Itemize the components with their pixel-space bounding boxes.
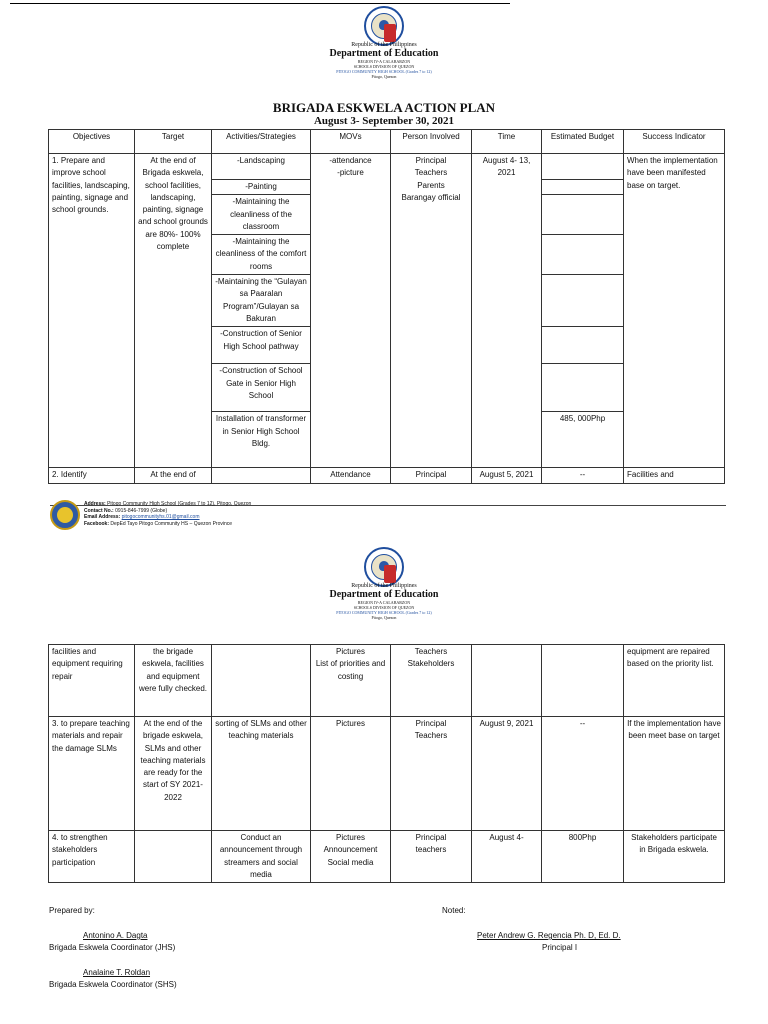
page1-letterhead: [0, 42, 768, 79]
region-line: REGION IV-A CALABARZON: [357, 59, 411, 64]
person-cell: Principal Teachers Parents Barangay official: [391, 154, 472, 468]
budget-cell: [542, 327, 624, 364]
time-cell: [472, 645, 542, 717]
budget-cell: --: [542, 468, 624, 483]
col-success: Success Indicator: [624, 130, 725, 154]
location-line: Pitogo, Quezon: [371, 74, 397, 79]
region-line: REGION IV-A CALABARZON: [357, 600, 411, 605]
division-line: SCHOOLS DIVISION OF QUEZON: [353, 605, 415, 610]
action-plan-table-page2: [48, 644, 725, 883]
table-row: [49, 154, 725, 180]
success-cell: If the implementation have been meet base on target: [624, 717, 725, 831]
target-cell: At the end of the brigade eskwela, SLMs and other teaching materials are ready for the start of SY 2021-2022: [135, 717, 212, 831]
time-cell: August 4- 13, 2021: [472, 154, 542, 468]
department-line: Department of Education: [329, 589, 439, 600]
republic-line: Republic of the Philippines: [351, 583, 417, 589]
person-cell: Principal: [391, 468, 472, 483]
noted-label: Noted:: [442, 906, 466, 915]
objective-cell: facilities and equipment requiring repair: [49, 645, 135, 717]
activity-cell: [212, 468, 311, 483]
signatory-name-2: Analaine T. Roldan: [83, 968, 151, 977]
activity-cell: -Construction of School Gate in Senior High School: [212, 364, 311, 412]
objective-cell: 2. Identify: [49, 468, 135, 483]
budget-cell: 485, 000Php: [542, 412, 624, 468]
budget-cell: --: [542, 717, 624, 831]
department-line: Department of Education: [329, 48, 439, 59]
objective-cell: 1. Prepare and improve school facilities, landscaping, painting, signage and school grounds.: [49, 154, 135, 468]
success-cell: Facilities and: [624, 468, 725, 483]
email-link[interactable]: pitogocommunityhs.01@gmail.com: [121, 514, 200, 520]
school-line: PITOGO COMMUNITY HIGH SCHOOL (Grades 7 to 12): [336, 610, 432, 615]
signatory-name-3: Peter Andrew G. Regencia Ph. D, Ed. D.: [477, 931, 621, 940]
movs-cell: Pictures List of priorities and costing: [311, 645, 391, 717]
signatory-role-3: Principal I: [542, 943, 578, 952]
col-person: Person Involved: [391, 130, 472, 154]
activity-cell: sorting of SLMs and other teaching materials: [212, 717, 311, 831]
person-cell: Principal Teachers: [391, 717, 472, 831]
activity-cell: -Painting: [212, 180, 311, 195]
time-cell: August 5, 2021: [472, 468, 542, 483]
activity-cell: -Construction of Senior High School pathway: [212, 327, 311, 364]
table-row: [49, 645, 725, 717]
person-cell: Principal teachers: [391, 831, 472, 883]
signatory-role-2: Brigada Eskwela Coordinator (SHS): [49, 980, 177, 989]
deped-seal-icon: [364, 547, 404, 587]
person-cell: Teachers Stakeholders: [391, 645, 472, 717]
prepared-by-label: Prepared by:: [49, 906, 95, 915]
objective-cell: 3. to prepare teaching materials and repair the damage SLMs: [49, 717, 135, 831]
header-row: [49, 130, 725, 154]
deped-seal-icon: [364, 6, 404, 46]
budget-cell: [542, 154, 624, 180]
table-row: [49, 717, 725, 831]
page2-letterhead: [0, 583, 768, 620]
budget-cell: [542, 235, 624, 275]
target-cell: [135, 831, 212, 883]
movs-cell: -attendance -picture: [311, 154, 391, 468]
contact-value: 0915-846-7999 (Globe): [115, 507, 168, 514]
republic-line: Republic of the Philippines: [351, 42, 417, 48]
budget-cell: [542, 645, 624, 717]
division-line: SCHOOLS DIVISION OF QUEZON: [353, 64, 415, 69]
col-activities: Activities/Strategies: [212, 130, 311, 154]
signatory-role-1: Brigada Eskwela Coordinator (JHS): [49, 943, 176, 952]
address-label: Address:: [84, 501, 106, 507]
time-cell: August 4-: [472, 831, 542, 883]
signatory-name-1: Antonino A. Dagta: [83, 931, 148, 940]
budget-cell: [542, 195, 624, 235]
table-row: [49, 831, 725, 883]
activity-cell: Installation of transformer in Senior High School Bldg.: [212, 412, 311, 468]
plan-dates: August 3- September 30, 2021: [313, 115, 455, 127]
col-budget: Estimated Budget: [542, 130, 624, 154]
objective-cell: 4. to strengthen stakeholders participation: [49, 831, 135, 883]
budget-cell: [542, 275, 624, 327]
facebook-value: DepEd Tayo Pitogo Community HS – Quezon Province: [110, 520, 233, 527]
activity-cell: -Maintaining the “Gulayan sa Paaralan Program”/Gulayan sa Bakuran: [212, 275, 311, 327]
address-value: Pitogo Community High School (Grades 7 to 12), Pitogo, Quezon: [107, 501, 252, 507]
school-logo-icon: [50, 500, 80, 530]
success-cell: Stakeholders participate in Brigada eskwela.: [624, 831, 725, 883]
budget-cell: [542, 180, 624, 195]
location-line: Pitogo, Quezon: [371, 615, 397, 620]
footer-contact: [84, 501, 251, 527]
col-objectives: Objectives: [49, 130, 135, 154]
col-movs: MOVs: [311, 130, 391, 154]
activity-cell: -Maintaining the cleanliness of the classroom: [212, 195, 311, 235]
movs-cell: Pictures: [311, 717, 391, 831]
activity-cell: -Landscaping: [212, 154, 311, 180]
col-time: Time: [472, 130, 542, 154]
target-cell: At the end of: [135, 468, 212, 483]
activity-cell: -Maintaining the cleanliness of the comfort rooms: [212, 235, 311, 275]
success-cell: When the implementation have been manifested base on target.: [624, 154, 725, 468]
target-cell: the brigade eskwela, facilities and equipment were fully checked.: [135, 645, 212, 717]
table-row: [49, 468, 725, 483]
activity-cell: Conduct an announcement through streamers and social media: [212, 831, 311, 883]
activity-cell: [212, 645, 311, 717]
target-cell: At the end of Brigada eskwela, school facilities, landscaping, painting, signage and school grounds are 80%- 100% complete: [135, 154, 212, 468]
movs-cell: Attendance: [311, 468, 391, 483]
action-plan-table-page1: [48, 129, 725, 484]
success-cell: equipment are repaired based on the priority list.: [624, 645, 725, 717]
top-rule: [10, 3, 510, 4]
contact-label: Contact No.:: [84, 507, 114, 514]
time-cell: August 9, 2021: [472, 717, 542, 831]
budget-cell: 800Php: [542, 831, 624, 883]
email-label: Email Address:: [84, 514, 121, 520]
facebook-label: Facebook:: [84, 520, 110, 527]
plan-title: BRIGADA ESKWELA ACTION PLAN: [272, 100, 496, 115]
col-target: Target: [135, 130, 212, 154]
movs-cell: Pictures Announcement Social media: [311, 831, 391, 883]
school-line: PITOGO COMMUNITY HIGH SCHOOL (Grades 7 to 12): [336, 69, 432, 74]
budget-cell: [542, 364, 624, 412]
